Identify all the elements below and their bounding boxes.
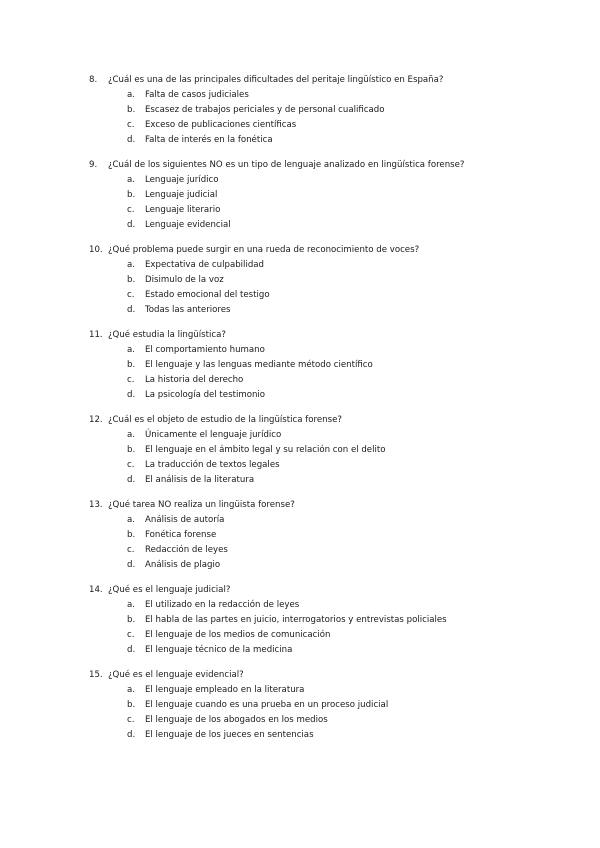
option-text: Estado emocional del testigo bbox=[145, 290, 270, 300]
answer-options bbox=[89, 343, 569, 403]
question-line bbox=[89, 583, 569, 598]
question-line bbox=[89, 413, 569, 428]
option-text: El lenguaje en el ámbito legal y su relación con el delito bbox=[145, 445, 386, 455]
option-text: La psicología del testimonio bbox=[145, 390, 266, 400]
option-text: El lenguaje cuando es una prueba en un proceso judicial bbox=[145, 700, 389, 710]
answer-option bbox=[89, 598, 569, 613]
option-text: Redacción de leyes bbox=[145, 545, 228, 555]
option-text: Falta de casos judiciales bbox=[145, 90, 249, 100]
answer-option bbox=[89, 218, 569, 233]
question-line bbox=[89, 158, 569, 173]
option-letter: b. bbox=[127, 700, 136, 710]
question-text: ¿Qué estudia la lingüística? bbox=[108, 330, 226, 340]
option-letter: d. bbox=[127, 730, 136, 740]
answer-option bbox=[89, 543, 569, 558]
answer-option bbox=[89, 88, 569, 103]
option-letter: d. bbox=[127, 560, 136, 570]
option-letter: d. bbox=[127, 390, 136, 400]
option-letter: b. bbox=[127, 190, 136, 200]
option-text: Análisis de plagio bbox=[145, 560, 221, 570]
question-item bbox=[89, 583, 569, 658]
question-line bbox=[89, 498, 569, 513]
question-item bbox=[89, 158, 569, 233]
question-number: 12. bbox=[89, 415, 103, 425]
option-text: El lenguaje empleado en la literatura bbox=[145, 685, 305, 695]
answer-option bbox=[89, 613, 569, 628]
answer-option bbox=[89, 118, 569, 133]
option-text: Lenguaje judicial bbox=[145, 190, 218, 200]
answer-option bbox=[89, 458, 569, 473]
question-line bbox=[89, 328, 569, 343]
answer-option bbox=[89, 173, 569, 188]
option-text: Falta de interés en la fonética bbox=[145, 135, 273, 145]
question-item bbox=[89, 328, 569, 403]
answer-option bbox=[89, 683, 569, 698]
answer-options bbox=[89, 428, 569, 488]
question-item bbox=[89, 498, 569, 573]
option-letter: c. bbox=[127, 375, 135, 385]
option-letter: a. bbox=[127, 600, 135, 610]
question-item bbox=[89, 668, 569, 743]
option-letter: a. bbox=[127, 430, 135, 440]
option-letter: d. bbox=[127, 475, 136, 485]
question-number: 8. bbox=[89, 75, 98, 85]
answer-option bbox=[89, 343, 569, 358]
option-letter: c. bbox=[127, 205, 135, 215]
answer-option bbox=[89, 713, 569, 728]
answer-option bbox=[89, 528, 569, 543]
option-letter: b. bbox=[127, 530, 136, 540]
option-letter: a. bbox=[127, 685, 135, 695]
option-text: La traducción de textos legales bbox=[145, 460, 280, 470]
option-letter: a. bbox=[127, 90, 135, 100]
answer-option bbox=[89, 443, 569, 458]
option-letter: b. bbox=[127, 615, 136, 625]
answer-option bbox=[89, 628, 569, 643]
question-line bbox=[89, 73, 569, 88]
answer-options bbox=[89, 683, 569, 743]
option-letter: a. bbox=[127, 260, 135, 270]
answer-options bbox=[89, 258, 569, 318]
option-text: El lenguaje técnico de la medicina bbox=[145, 645, 293, 655]
question-number: 14. bbox=[89, 585, 103, 595]
option-text: El lenguaje de los jueces en sentencias bbox=[145, 730, 314, 740]
option-letter: d. bbox=[127, 645, 136, 655]
answer-option bbox=[89, 303, 569, 318]
answer-option bbox=[89, 513, 569, 528]
option-text: Escasez de trabajos periciales y de personal cualificado bbox=[145, 105, 385, 115]
question-text: ¿Cuál es el objeto de estudio de la lingüística forense? bbox=[108, 415, 342, 425]
option-letter: a. bbox=[127, 515, 135, 525]
option-text: El lenguaje de los abogados en los medios bbox=[145, 715, 328, 725]
answer-option bbox=[89, 188, 569, 203]
option-letter: c. bbox=[127, 630, 135, 640]
question-number: 11. bbox=[89, 330, 103, 340]
option-letter: c. bbox=[127, 290, 135, 300]
question-number: 10. bbox=[89, 245, 103, 255]
answer-option bbox=[89, 473, 569, 488]
option-text: Lenguaje jurídico bbox=[145, 175, 219, 185]
option-letter: b. bbox=[127, 445, 136, 455]
option-text: Expectativa de culpabilidad bbox=[145, 260, 265, 270]
option-text: Disimulo de la voz bbox=[145, 275, 224, 285]
option-text: El lenguaje de los medios de comunicación bbox=[145, 630, 331, 640]
question-text: ¿Qué es el lenguaje evidencial? bbox=[108, 670, 244, 680]
question-list bbox=[89, 73, 569, 753]
option-text: Lenguaje literario bbox=[145, 205, 221, 215]
answer-option bbox=[89, 203, 569, 218]
option-text: Lenguaje evidencial bbox=[145, 220, 231, 230]
option-letter: c. bbox=[127, 120, 135, 130]
option-letter: c. bbox=[127, 460, 135, 470]
option-text: La historia del derecho bbox=[145, 375, 244, 385]
option-text: El análisis de la literatura bbox=[145, 475, 255, 485]
option-text: Fonética forense bbox=[145, 530, 217, 540]
option-text: Todas las anteriores bbox=[145, 305, 231, 315]
answer-option bbox=[89, 373, 569, 388]
option-letter: c. bbox=[127, 545, 135, 555]
question-line bbox=[89, 668, 569, 683]
option-letter: d. bbox=[127, 305, 136, 315]
answer-options bbox=[89, 513, 569, 573]
option-letter: a. bbox=[127, 345, 135, 355]
option-text: Únicamente el lenguaje jurídico bbox=[145, 430, 282, 440]
question-line bbox=[89, 243, 569, 258]
option-text: El comportamiento humano bbox=[145, 345, 265, 355]
option-text: El habla de las partes en juicio, interrogatorios y entrevistas policiales bbox=[145, 615, 447, 625]
answer-option bbox=[89, 133, 569, 148]
answer-option bbox=[89, 698, 569, 713]
answer-option bbox=[89, 428, 569, 443]
question-item bbox=[89, 413, 569, 488]
option-letter: c. bbox=[127, 715, 135, 725]
answer-options bbox=[89, 88, 569, 148]
answer-option bbox=[89, 258, 569, 273]
answer-option bbox=[89, 388, 569, 403]
option-letter: d. bbox=[127, 135, 136, 145]
option-letter: d. bbox=[127, 220, 136, 230]
option-letter: b. bbox=[127, 275, 136, 285]
answer-option bbox=[89, 728, 569, 743]
question-text: ¿Cuál es una de las principales dificultades del peritaje lingüístico en España? bbox=[108, 75, 444, 85]
answer-options bbox=[89, 173, 569, 233]
question-text: ¿Qué tarea NO realiza un lingüista forense? bbox=[108, 500, 295, 510]
question-item bbox=[89, 73, 569, 148]
question-number: 15. bbox=[89, 670, 103, 680]
answer-option bbox=[89, 288, 569, 303]
question-text: ¿Cuál de los siguientes NO es un tipo de lenguaje analizado en lingüística forense? bbox=[108, 160, 465, 170]
option-letter: b. bbox=[127, 105, 136, 115]
option-text: Análisis de autoría bbox=[145, 515, 225, 525]
question-number: 13. bbox=[89, 500, 103, 510]
question-text: ¿Qué es el lenguaje judicial? bbox=[108, 585, 231, 595]
question-item bbox=[89, 243, 569, 318]
option-letter: a. bbox=[127, 175, 135, 185]
answer-option bbox=[89, 273, 569, 288]
option-text: Exceso de publicaciones científicas bbox=[145, 120, 297, 130]
answer-option bbox=[89, 358, 569, 373]
answer-options bbox=[89, 598, 569, 658]
option-text: El utilizado en la redacción de leyes bbox=[145, 600, 300, 610]
option-text: El lenguaje y las lenguas mediante método científico bbox=[145, 360, 373, 370]
question-text: ¿Qué problema puede surgir en una rueda de reconocimiento de voces? bbox=[108, 245, 420, 255]
answer-option bbox=[89, 558, 569, 573]
option-letter: b. bbox=[127, 360, 136, 370]
answer-option bbox=[89, 643, 569, 658]
answer-option bbox=[89, 103, 569, 118]
question-number: 9. bbox=[89, 160, 98, 170]
